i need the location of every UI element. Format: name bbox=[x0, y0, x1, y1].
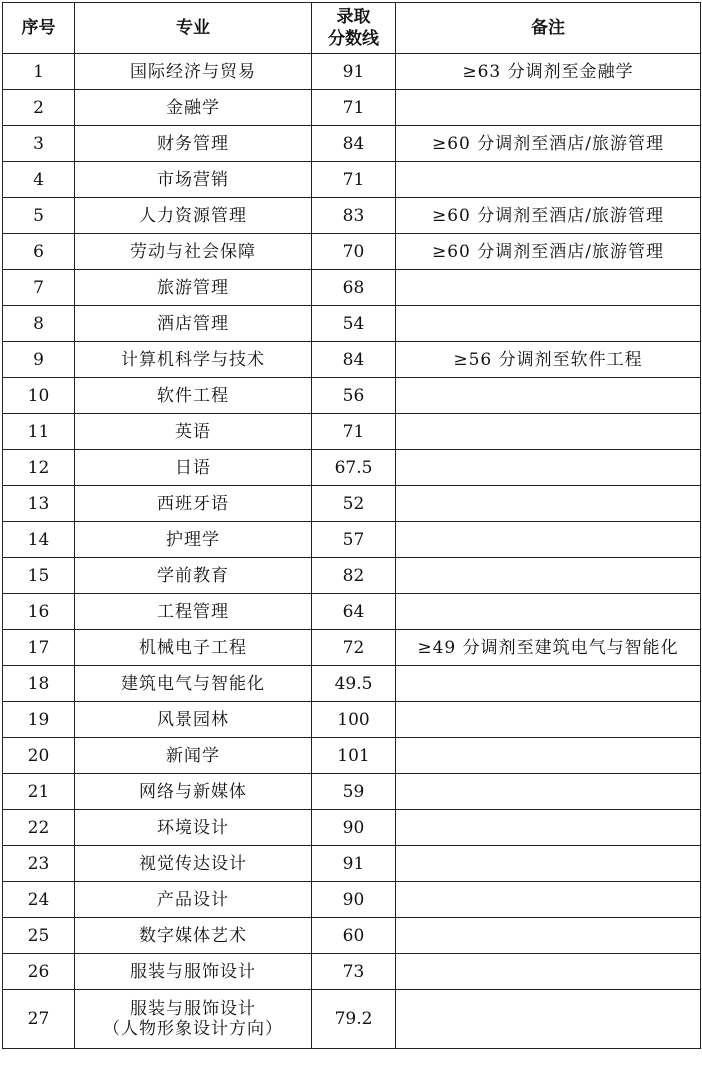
table-row bbox=[3, 702, 701, 738]
row-note bbox=[396, 774, 701, 810]
table-row bbox=[3, 666, 701, 702]
table-row bbox=[3, 522, 701, 558]
row-index: 12 bbox=[3, 450, 75, 486]
row-major: 旅游管理 bbox=[75, 270, 312, 306]
row-note bbox=[396, 558, 701, 594]
row-note bbox=[396, 162, 701, 198]
row-major: 软件工程 bbox=[75, 378, 312, 414]
row-index: 9 bbox=[3, 342, 75, 378]
table-row bbox=[3, 90, 701, 126]
row-score: 90 bbox=[312, 810, 396, 846]
row-major: 日语 bbox=[75, 450, 312, 486]
row-score: 70 bbox=[312, 234, 396, 270]
row-major: 计算机科学与技术 bbox=[75, 342, 312, 378]
row-major: 英语 bbox=[75, 414, 312, 450]
table-row bbox=[3, 54, 701, 90]
row-index: 24 bbox=[3, 882, 75, 918]
row-major: 服装与服饰设计 bbox=[75, 954, 312, 990]
table-row bbox=[3, 738, 701, 774]
row-index: 15 bbox=[3, 558, 75, 594]
header-note: 备注 bbox=[396, 3, 701, 54]
row-note: ≥60 分调剂至酒店/旅游管理 bbox=[396, 198, 701, 234]
row-index: 27 bbox=[3, 990, 75, 1049]
row-score: 73 bbox=[312, 954, 396, 990]
row-major: 机械电子工程 bbox=[75, 630, 312, 666]
header-major: 专业 bbox=[75, 3, 312, 54]
row-index: 5 bbox=[3, 198, 75, 234]
header-score bbox=[312, 3, 396, 54]
row-index: 2 bbox=[3, 90, 75, 126]
row-note bbox=[396, 486, 701, 522]
row-note bbox=[396, 270, 701, 306]
row-score: 83 bbox=[312, 198, 396, 234]
row-index: 17 bbox=[3, 630, 75, 666]
row-note bbox=[396, 378, 701, 414]
table-row bbox=[3, 234, 701, 270]
row-major: 工程管理 bbox=[75, 594, 312, 630]
row-score: 49.5 bbox=[312, 666, 396, 702]
row-index: 26 bbox=[3, 954, 75, 990]
row-score: 54 bbox=[312, 306, 396, 342]
row-note bbox=[396, 414, 701, 450]
table-row bbox=[3, 954, 701, 990]
table-row bbox=[3, 198, 701, 234]
row-score: 72 bbox=[312, 630, 396, 666]
table-row bbox=[3, 126, 701, 162]
row-major: 国际经济与贸易 bbox=[75, 54, 312, 90]
row-index: 6 bbox=[3, 234, 75, 270]
row-major bbox=[75, 990, 312, 1049]
row-score: 64 bbox=[312, 594, 396, 630]
row-major: 市场营销 bbox=[75, 162, 312, 198]
row-score: 91 bbox=[312, 846, 396, 882]
row-note: ≥63 分调剂至金融学 bbox=[396, 54, 701, 90]
table-row bbox=[3, 774, 701, 810]
header-score-line2: 分数线 bbox=[328, 29, 379, 49]
table-row bbox=[3, 630, 701, 666]
table-row bbox=[3, 162, 701, 198]
row-major-line1: 服装与服饰设计 bbox=[130, 999, 256, 1019]
row-score: 71 bbox=[312, 162, 396, 198]
row-major: 环境设计 bbox=[75, 810, 312, 846]
row-index: 3 bbox=[3, 126, 75, 162]
table-row bbox=[3, 450, 701, 486]
row-major: 视觉传达设计 bbox=[75, 846, 312, 882]
table-row bbox=[3, 270, 701, 306]
row-index: 8 bbox=[3, 306, 75, 342]
row-note: ≥56 分调剂至软件工程 bbox=[396, 342, 701, 378]
row-major: 网络与新媒体 bbox=[75, 774, 312, 810]
row-score: 60 bbox=[312, 918, 396, 954]
table-body bbox=[3, 54, 701, 1049]
row-note bbox=[396, 738, 701, 774]
row-note bbox=[396, 954, 701, 990]
row-major: 学前教育 bbox=[75, 558, 312, 594]
row-note bbox=[396, 918, 701, 954]
row-note bbox=[396, 882, 701, 918]
header-index: 序号 bbox=[3, 3, 75, 54]
row-index: 10 bbox=[3, 378, 75, 414]
row-score: 84 bbox=[312, 342, 396, 378]
row-score: 52 bbox=[312, 486, 396, 522]
header-score-line1: 录取 bbox=[336, 7, 371, 27]
row-score: 82 bbox=[312, 558, 396, 594]
row-index: 22 bbox=[3, 810, 75, 846]
table-row bbox=[3, 378, 701, 414]
row-major-line2: （人物形象设计方向） bbox=[103, 1019, 283, 1039]
row-score: 79.2 bbox=[312, 990, 396, 1049]
row-major: 劳动与社会保障 bbox=[75, 234, 312, 270]
row-score: 90 bbox=[312, 882, 396, 918]
row-major: 金融学 bbox=[75, 90, 312, 126]
row-index: 1 bbox=[3, 54, 75, 90]
row-note bbox=[396, 594, 701, 630]
row-index: 21 bbox=[3, 774, 75, 810]
row-score: 56 bbox=[312, 378, 396, 414]
row-note: ≥60 分调剂至酒店/旅游管理 bbox=[396, 234, 701, 270]
table-row bbox=[3, 558, 701, 594]
row-major: 风景园林 bbox=[75, 702, 312, 738]
table-row bbox=[3, 342, 701, 378]
row-note bbox=[396, 846, 701, 882]
row-index: 11 bbox=[3, 414, 75, 450]
table-row bbox=[3, 990, 701, 1049]
row-note: ≥60 分调剂至酒店/旅游管理 bbox=[396, 126, 701, 162]
row-score: 100 bbox=[312, 702, 396, 738]
row-index: 20 bbox=[3, 738, 75, 774]
row-score: 57 bbox=[312, 522, 396, 558]
row-score: 68 bbox=[312, 270, 396, 306]
row-score: 71 bbox=[312, 414, 396, 450]
row-major: 新闻学 bbox=[75, 738, 312, 774]
table-row bbox=[3, 414, 701, 450]
admission-score-table bbox=[2, 2, 701, 1049]
row-score: 84 bbox=[312, 126, 396, 162]
table-row bbox=[3, 810, 701, 846]
row-index: 4 bbox=[3, 162, 75, 198]
row-major: 西班牙语 bbox=[75, 486, 312, 522]
table-row bbox=[3, 846, 701, 882]
row-score: 101 bbox=[312, 738, 396, 774]
row-major: 数字媒体艺术 bbox=[75, 918, 312, 954]
row-index: 16 bbox=[3, 594, 75, 630]
row-major: 人力资源管理 bbox=[75, 198, 312, 234]
row-note bbox=[396, 666, 701, 702]
row-major: 护理学 bbox=[75, 522, 312, 558]
row-note bbox=[396, 306, 701, 342]
table-row bbox=[3, 594, 701, 630]
row-score: 71 bbox=[312, 90, 396, 126]
row-note: ≥49 分调剂至建筑电气与智能化 bbox=[396, 630, 701, 666]
row-note bbox=[396, 810, 701, 846]
row-score: 67.5 bbox=[312, 450, 396, 486]
row-score: 59 bbox=[312, 774, 396, 810]
table-row bbox=[3, 918, 701, 954]
table-row bbox=[3, 486, 701, 522]
header-row bbox=[3, 3, 701, 54]
row-index: 7 bbox=[3, 270, 75, 306]
table-row bbox=[3, 306, 701, 342]
row-major: 产品设计 bbox=[75, 882, 312, 918]
row-index: 14 bbox=[3, 522, 75, 558]
row-index: 13 bbox=[3, 486, 75, 522]
row-note bbox=[396, 702, 701, 738]
row-major: 建筑电气与智能化 bbox=[75, 666, 312, 702]
row-note bbox=[396, 522, 701, 558]
row-note bbox=[396, 90, 701, 126]
row-index: 25 bbox=[3, 918, 75, 954]
row-index: 18 bbox=[3, 666, 75, 702]
row-note bbox=[396, 450, 701, 486]
row-score: 91 bbox=[312, 54, 396, 90]
row-index: 23 bbox=[3, 846, 75, 882]
row-index: 19 bbox=[3, 702, 75, 738]
row-major: 财务管理 bbox=[75, 126, 312, 162]
row-note bbox=[396, 990, 701, 1049]
row-major: 酒店管理 bbox=[75, 306, 312, 342]
table-row bbox=[3, 882, 701, 918]
